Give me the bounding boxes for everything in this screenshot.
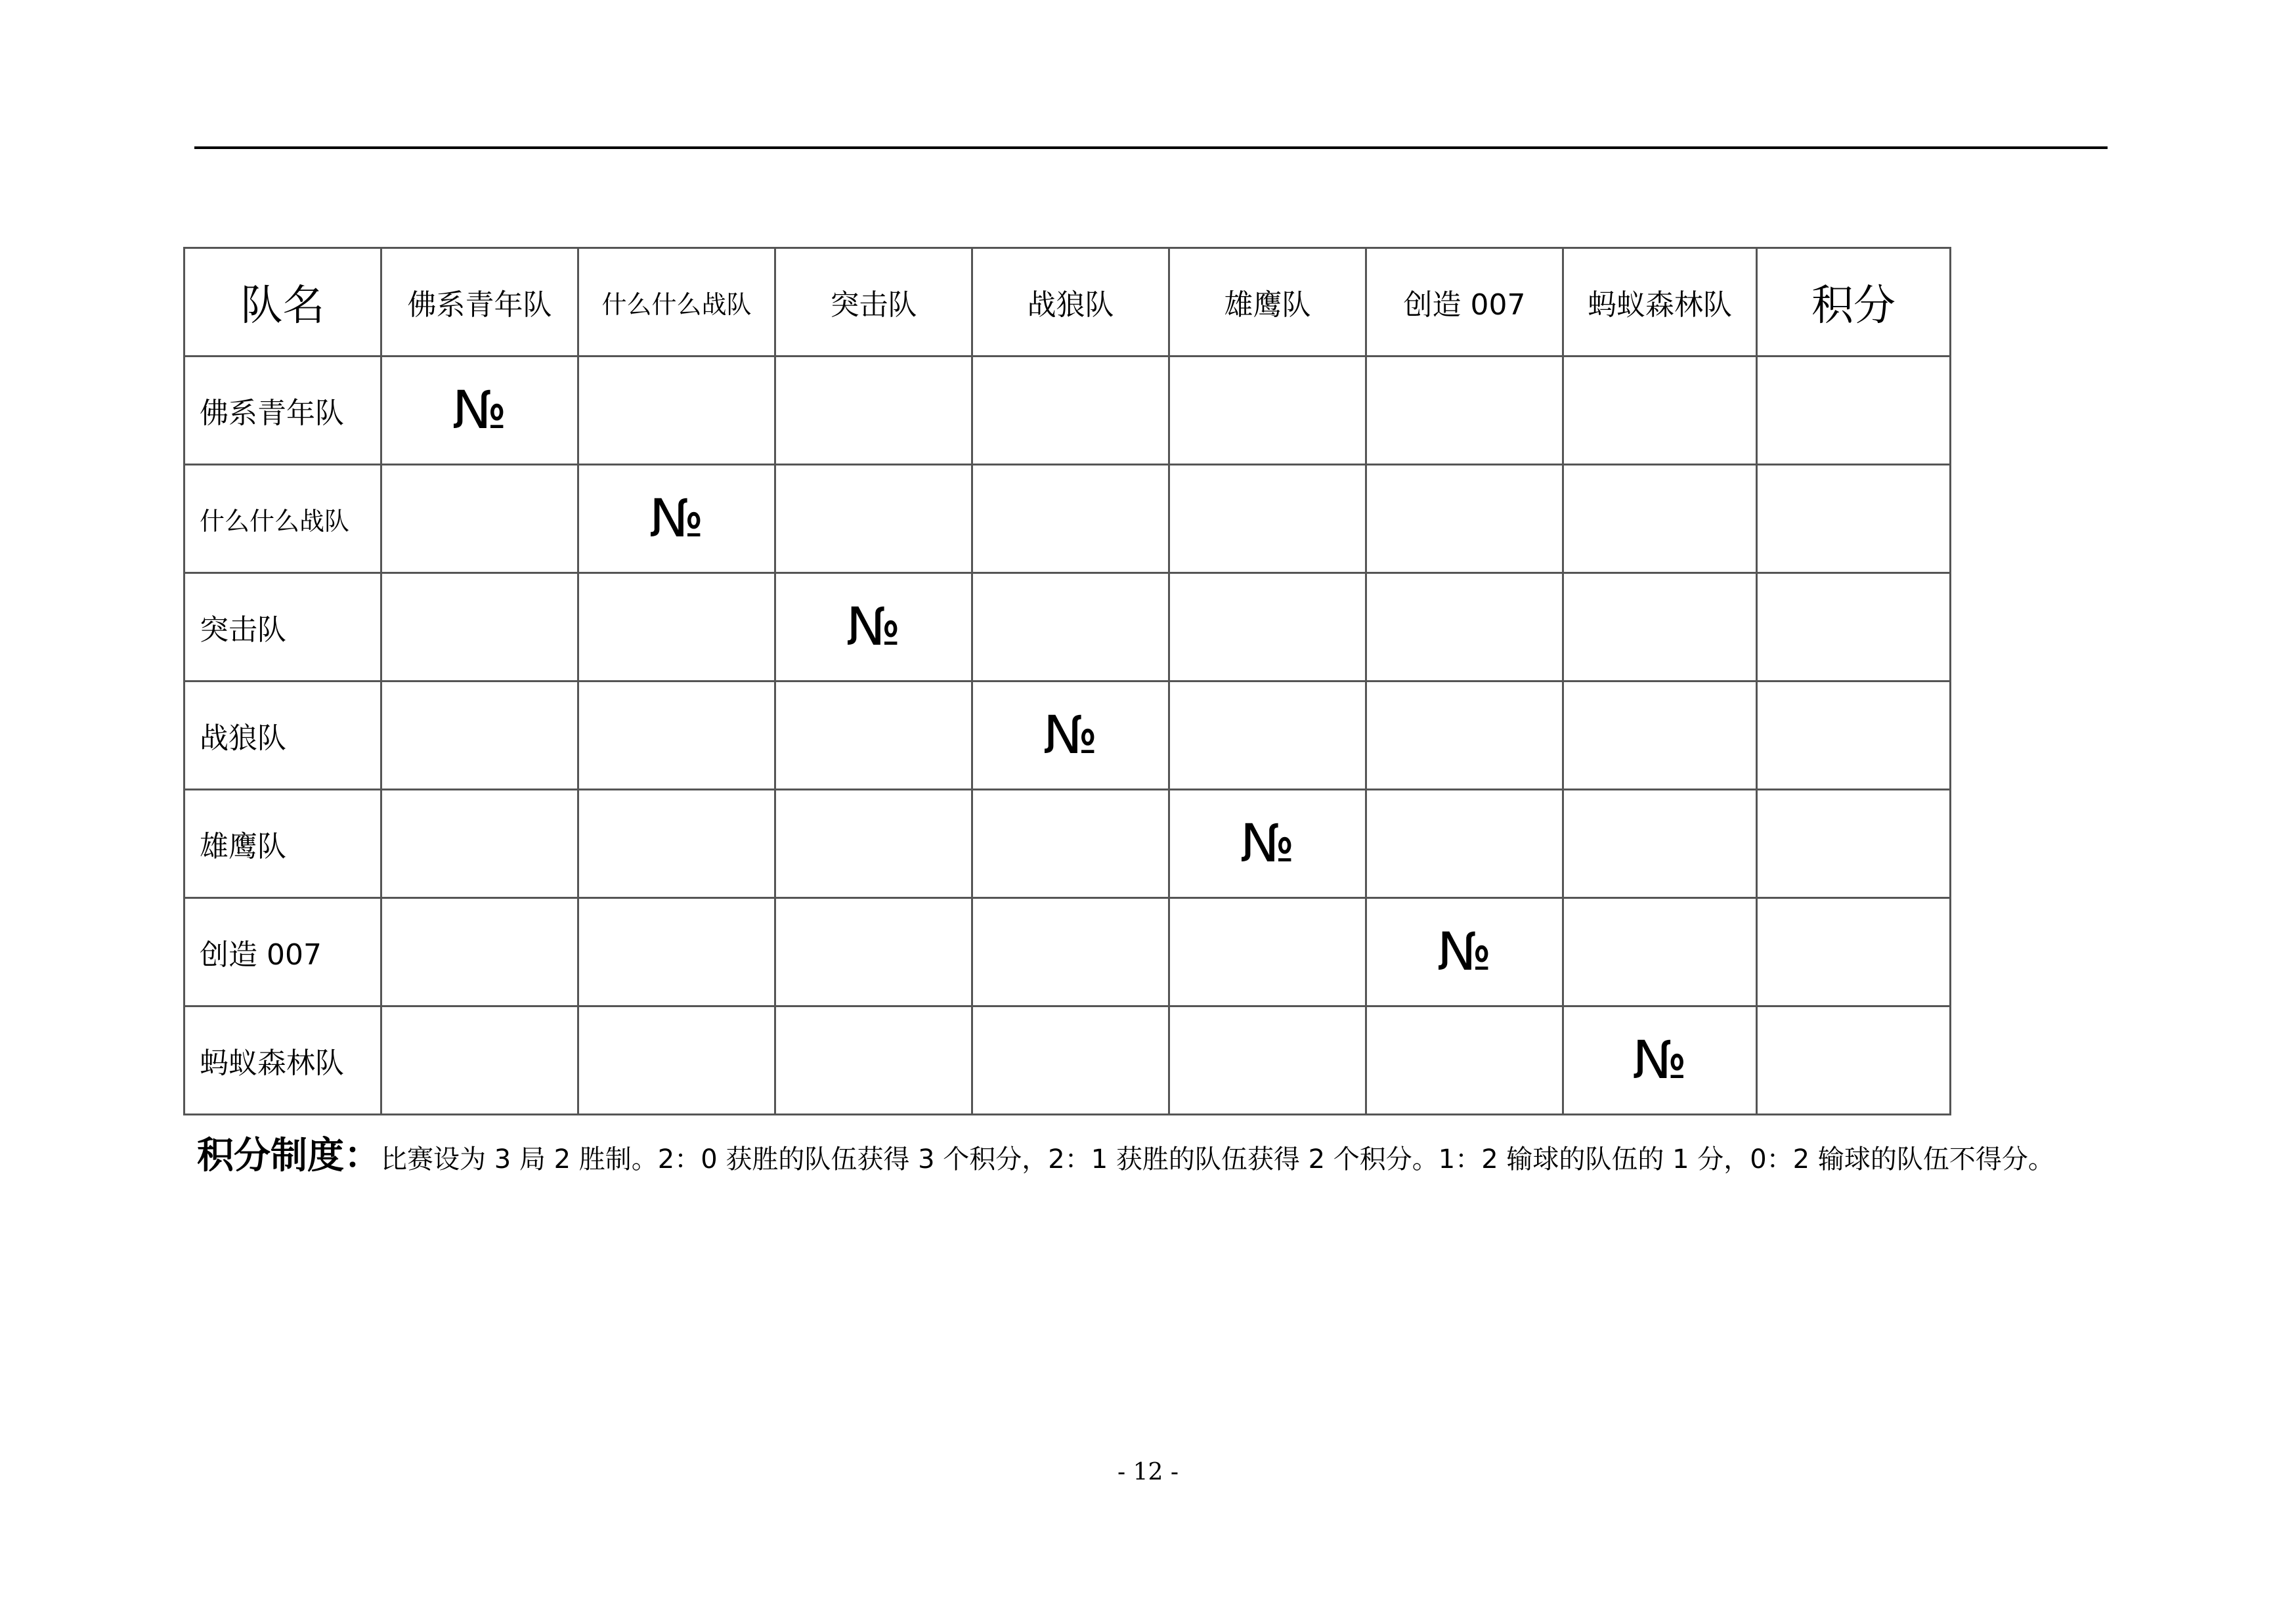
result-cell bbox=[578, 1006, 775, 1115]
result-cell bbox=[578, 790, 775, 898]
result-cell bbox=[972, 357, 1169, 465]
row-team-6: 创造 007 bbox=[184, 898, 381, 1006]
result-cell bbox=[381, 573, 578, 681]
diagonal-mark: № bbox=[972, 681, 1169, 790]
table-row bbox=[184, 898, 1951, 1006]
diagonal-mark: № bbox=[1563, 1006, 1757, 1115]
header-team-3: 突击队 bbox=[775, 248, 972, 357]
score-cell bbox=[1757, 681, 1951, 790]
row-team-7: 蚂蚁森林队 bbox=[184, 1006, 381, 1115]
table-row bbox=[184, 790, 1951, 898]
score-cell bbox=[1757, 1006, 1951, 1115]
header-corner-label: 队名 bbox=[184, 248, 381, 357]
diagonal-mark: № bbox=[1169, 790, 1366, 898]
result-cell bbox=[578, 573, 775, 681]
result-cell bbox=[775, 1006, 972, 1115]
table-row bbox=[184, 465, 1951, 573]
result-cell bbox=[1366, 1006, 1563, 1115]
scoring-rules-text: 比赛设为 3 局 2 胜制。2：0 获胜的队伍获得 3 个积分，2：1 获胜的队伍获得 2 个积分。1：2 输球的队伍的 1 分，0：2 输球的队伍不得分。 bbox=[381, 1144, 2054, 1175]
header-team-2: 什么什么战队 bbox=[578, 248, 775, 357]
result-cell bbox=[381, 898, 578, 1006]
header-team-6: 创造 007 bbox=[1366, 248, 1563, 357]
header-team-4: 战狼队 bbox=[972, 248, 1169, 357]
row-team-1: 佛系青年队 bbox=[184, 357, 381, 465]
result-cell bbox=[1366, 465, 1563, 573]
result-cell bbox=[1563, 357, 1757, 465]
table-header-row bbox=[184, 248, 1951, 357]
row-team-3: 突击队 bbox=[184, 573, 381, 681]
result-cell bbox=[1169, 898, 1366, 1006]
diagonal-mark: № bbox=[381, 357, 578, 465]
round-robin-table bbox=[183, 247, 1951, 1115]
result-cell bbox=[1563, 681, 1757, 790]
result-cell bbox=[1563, 898, 1757, 1006]
scoring-rules bbox=[197, 1124, 2101, 1192]
score-cell bbox=[1757, 573, 1951, 681]
result-cell bbox=[972, 465, 1169, 573]
row-team-2: 什么什么战队 bbox=[184, 465, 381, 573]
result-cell bbox=[775, 465, 972, 573]
result-cell bbox=[1366, 681, 1563, 790]
result-cell bbox=[972, 790, 1169, 898]
header-score-label: 积分 bbox=[1757, 248, 1951, 357]
score-cell bbox=[1757, 465, 1951, 573]
score-cell bbox=[1757, 898, 1951, 1006]
result-cell bbox=[381, 790, 578, 898]
result-cell bbox=[1563, 465, 1757, 573]
result-cell bbox=[1169, 1006, 1366, 1115]
result-cell bbox=[775, 357, 972, 465]
diagonal-mark: № bbox=[578, 465, 775, 573]
table-row bbox=[184, 681, 1951, 790]
result-cell bbox=[1563, 573, 1757, 681]
result-cell bbox=[1366, 790, 1563, 898]
page-number: - 12 - bbox=[1117, 1459, 1179, 1486]
row-team-4: 战狼队 bbox=[184, 681, 381, 790]
row-team-5: 雄鹰队 bbox=[184, 790, 381, 898]
score-cell bbox=[1757, 790, 1951, 898]
result-cell bbox=[972, 573, 1169, 681]
result-cell bbox=[1169, 357, 1366, 465]
result-cell bbox=[775, 681, 972, 790]
result-cell bbox=[578, 898, 775, 1006]
result-cell bbox=[381, 1006, 578, 1115]
result-cell bbox=[1169, 465, 1366, 573]
table-row bbox=[184, 1006, 1951, 1115]
result-cell bbox=[1169, 573, 1366, 681]
table-row bbox=[184, 573, 1951, 681]
result-cell bbox=[1563, 790, 1757, 898]
result-cell bbox=[381, 465, 578, 573]
result-cell bbox=[1366, 573, 1563, 681]
header-rule bbox=[194, 146, 2108, 149]
score-cell bbox=[1757, 357, 1951, 465]
result-cell bbox=[381, 681, 578, 790]
diagonal-mark: № bbox=[1366, 898, 1563, 1006]
scoring-rules-label: 积分制度： bbox=[197, 1135, 381, 1177]
result-cell bbox=[578, 681, 775, 790]
diagonal-mark: № bbox=[775, 573, 972, 681]
result-cell bbox=[972, 1006, 1169, 1115]
header-team-1: 佛系青年队 bbox=[381, 248, 578, 357]
header-team-7: 蚂蚁森林队 bbox=[1563, 248, 1757, 357]
result-cell bbox=[578, 357, 775, 465]
result-cell bbox=[1169, 681, 1366, 790]
result-cell bbox=[972, 898, 1169, 1006]
table-row bbox=[184, 357, 1951, 465]
header-team-5: 雄鹰队 bbox=[1169, 248, 1366, 357]
result-cell bbox=[775, 898, 972, 1006]
result-cell bbox=[775, 790, 972, 898]
result-cell bbox=[1366, 357, 1563, 465]
